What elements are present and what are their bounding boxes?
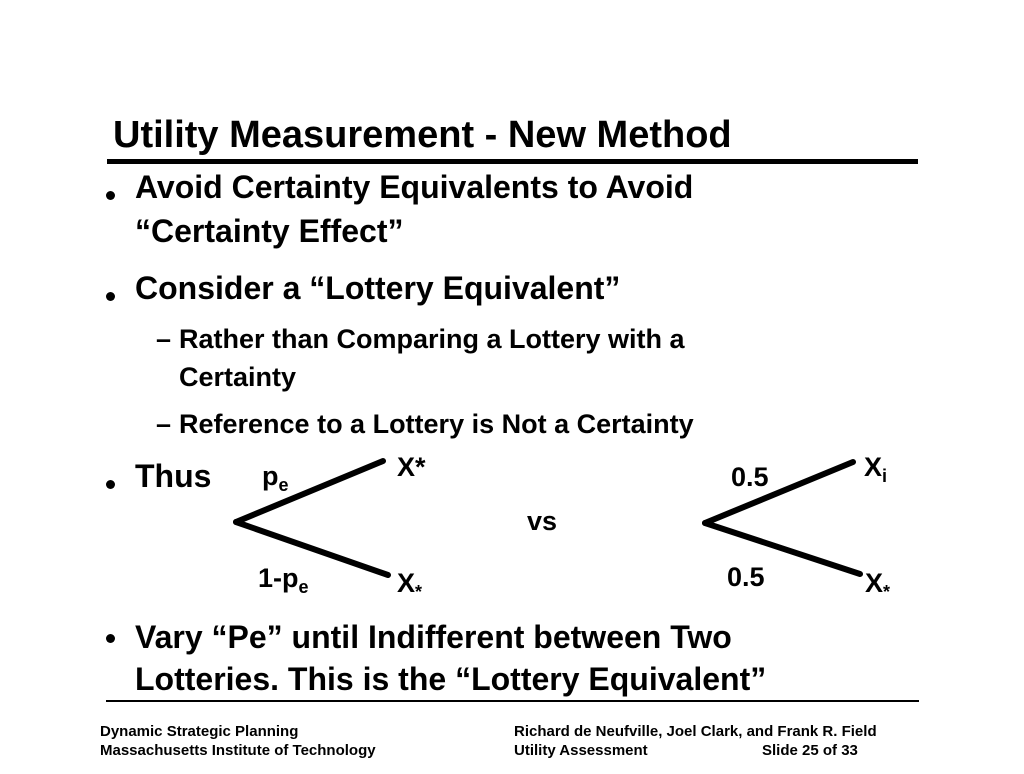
right-bottom-outcome-sub: * <box>883 582 891 602</box>
bullet-dot-4 <box>106 634 115 643</box>
footer-right-line-2: Utility Assessment <box>514 742 648 759</box>
right-top-outcome-sub: i <box>882 466 888 486</box>
left-bottom-probability <box>258 562 309 597</box>
left-top-prob-base: p <box>262 461 279 491</box>
bullet-1-line-1: Avoid Certainty Equivalents to Avoid <box>135 169 694 205</box>
subbullet-1-line-1: Rather than Comparing a Lottery with a <box>179 324 685 354</box>
left-bottom-outcome <box>397 567 422 602</box>
right-lottery-upper-branch <box>705 462 853 523</box>
footer-right-line-1: Richard de Neufville, Joel Clark, and Frank R. Field <box>514 723 877 740</box>
footer-left-line-2: Massachusetts Institute of Technology <box>100 742 376 759</box>
left-top-prob-sub: e <box>278 475 289 495</box>
subbullet-2-line-1: Reference to a Lottery is Not a Certainty <box>179 409 694 439</box>
bullet-4-line-2: Lotteries. This is the “Lottery Equivalent” <box>135 661 767 697</box>
left-lottery-upper-branch <box>236 461 383 522</box>
left-bottom-prob-base: 1-p <box>258 563 299 593</box>
right-bottom-probability: 0.5 <box>727 562 765 592</box>
bullet-3-line-1: Thus <box>135 458 212 494</box>
bullet-2-line-1: Consider a “Lottery Equivalent” <box>135 270 621 306</box>
right-top-probability: 0.5 <box>731 462 769 492</box>
left-bottom-prob-sub: e <box>298 577 309 597</box>
left-top-outcome: X* <box>397 452 426 482</box>
left-bottom-outcome-base: X <box>397 568 416 598</box>
versus-label: vs <box>527 506 558 536</box>
right-bottom-outcome <box>865 567 890 602</box>
slide-title: Utility Measurement - New Method <box>113 114 732 156</box>
subbullet-1-dash: – <box>156 324 172 354</box>
right-top-outcome-base: X <box>864 452 883 482</box>
bullet-4-line-1: Vary “Pe” until Indifferent between Two <box>135 619 732 655</box>
slide-number: Slide 25 of 33 <box>762 742 858 759</box>
subbullet-1-line-2: Certainty <box>179 362 297 392</box>
right-bottom-outcome-base: X <box>865 568 884 598</box>
bullet-1-line-2: “Certainty Effect” <box>135 213 404 249</box>
left-top-probability <box>262 460 289 495</box>
left-bottom-outcome-sub: * <box>415 582 423 602</box>
bottom-rule <box>106 700 919 702</box>
subbullet-2-dash: – <box>156 409 172 439</box>
footer-left-line-1: Dynamic Strategic Planning <box>100 723 299 740</box>
right-top-outcome <box>864 451 887 486</box>
